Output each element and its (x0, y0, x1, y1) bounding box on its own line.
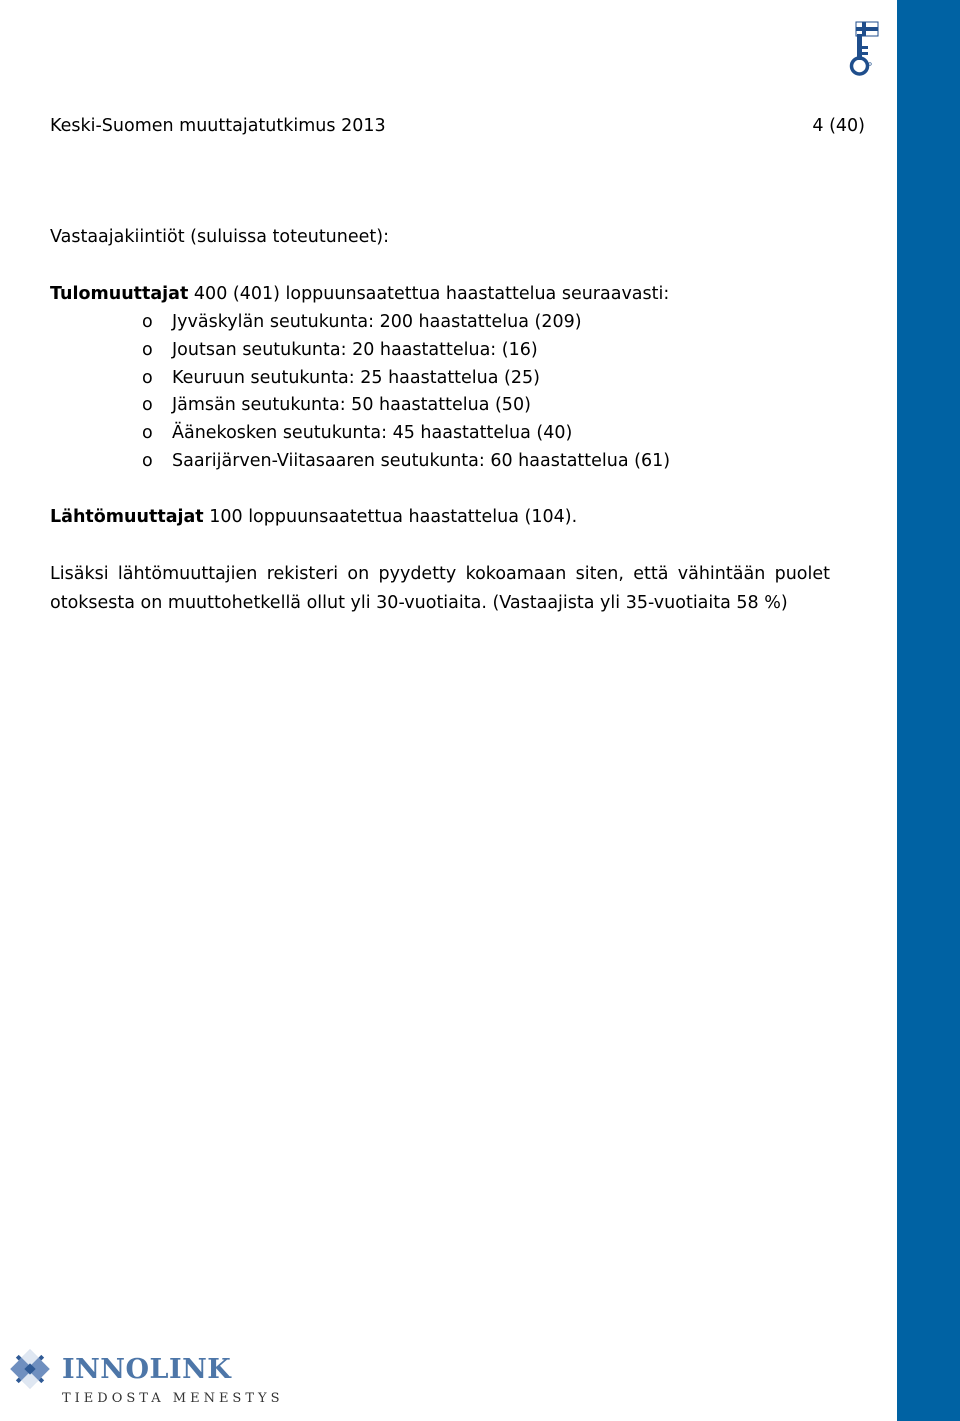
list-item: o Joutsan seutukunta: 20 haastattelua: (16) (50, 337, 670, 365)
list-item: o Jämsän seutukunta: 50 haastattelua (50) (50, 392, 670, 420)
arrivals-text: 400 (401) loppuunsaatettua haastattelua seuraavasti: (188, 284, 670, 304)
quota-list (50, 309, 670, 476)
right-side-bar (897, 0, 960, 1421)
bullet-icon: o (142, 450, 153, 471)
bullet-icon: o (142, 423, 153, 444)
key-flag-icon (836, 16, 886, 76)
page-number: 4 (40) (812, 116, 865, 136)
bullet-icon: o (142, 312, 153, 332)
departures-label: Lähtömuuttajat (50, 507, 204, 527)
list-item: o Äänekosken seutukunta: 45 haastattelua (40) (50, 420, 670, 448)
bullet-icon: o (142, 395, 153, 416)
intro-text: Vastaajakiintiöt (suluissa toteutuneet): (50, 227, 389, 247)
list-item: o Saarijärven-Viitasaaren seutukunta: 60 haastattelua (61) (50, 448, 670, 476)
arrivals-label: Tulomuuttajat (50, 284, 189, 304)
list-item: o Jyväskylän seutukunta: 200 haastattelua (209) (50, 309, 670, 337)
arrivals-line (50, 280, 850, 308)
report-title: Keski-Suomen muuttajatutkimus 2013 (50, 116, 386, 136)
list-item: o Keuruun seutukunta: 25 haastattelua (25) (50, 365, 670, 393)
bullet-icon: o (142, 339, 153, 360)
departures-text: 100 loppuunsaatettua haastattelua (104). (203, 507, 578, 527)
bullet-icon: o (142, 367, 153, 388)
company-name: INNOLINK (62, 1354, 232, 1385)
company-tagline: TIEDOSTA MENESTYS (62, 1391, 284, 1406)
note-paragraph: Lisäksi lähtömuuttajien rekisteri on pyydetty kokoamaan siten, että vähintään puolet otoksesta on muuttohetkellä ollut yli 30-vuotiaita. (Vastaajista yli 35-vuotiaita 58 %) (50, 564, 830, 613)
departures-line (50, 503, 850, 531)
